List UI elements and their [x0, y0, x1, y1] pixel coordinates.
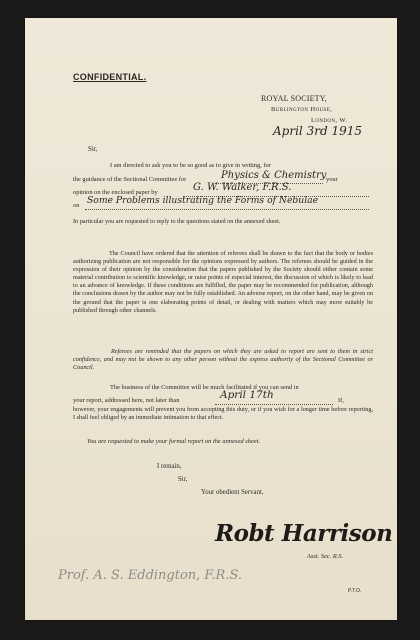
deadline-dotted-line — [215, 404, 333, 405]
report-deadline: April 17th — [220, 389, 274, 401]
questions-paragraph: In particular you are requested to reply to the questions stated on the annexed sheet. — [73, 218, 281, 225]
business-line-1: The business of the Committee will be much facilitated if you can send in — [110, 384, 299, 391]
reminder-paragraph: Referees are reminded that the papers on which they are asked to report are sent to them in strict confidence, and may not be shown to any other person without the express authority of the Sectional Committee or Council. — [73, 348, 373, 372]
formal-report-request: You are requested to make your formal report on the annexed sheet. — [87, 438, 260, 445]
closing-servant: Your obedient Servant, — [201, 489, 264, 496]
intro-line-2-end: your — [326, 176, 338, 183]
intro-line-2: the guidance of the Sectional Committee for — [73, 176, 187, 183]
intro-line-1: I am directed to ask you to be so good as to give in writing, for — [110, 162, 271, 169]
intro-line-3: opinion on the enclosed paper by — [73, 189, 158, 196]
committee-name: Physics & Chemistry — [221, 170, 327, 181]
title-dotted-line — [85, 209, 369, 210]
please-turn-over: P.T.O. — [348, 588, 362, 594]
salutation: Sir, — [88, 145, 98, 153]
closing-sir: Sir, — [178, 476, 188, 483]
society-city: London, W. — [311, 117, 348, 124]
intro-line-4: on — [73, 202, 80, 209]
letter-page — [25, 18, 397, 620]
paper-title: Some Problems illustrating the Forms of Nebulae — [87, 195, 319, 206]
recipient-name: Prof. A. S. Eddington, F.R.S. — [58, 568, 243, 583]
letter-date: April 3rd 1915 — [273, 124, 362, 138]
signatory-title: Asst. Sec. R.S. — [307, 553, 344, 560]
paper-author: G. W. Walker, F.R.S. — [193, 182, 292, 193]
business-line-2: your report, addressed here, not later than — [73, 397, 180, 404]
closing-remain: I remain, — [157, 463, 182, 470]
society-house: Burlington House, — [271, 106, 333, 113]
council-paragraph: The Council have ordered that the attention of referees shall be drawn to the fact that the body or bodies authorizing publication are not responsible for the opinions expressed by authors. The referees should be guided in the expression of their opinion by the consideration that the papers published by the Society should either contain some material contribution to scientific knowledge, or raise points of especial interest, the discussion of which is likely to lead to an advance of knowledge. If these conditions are fulfilled, the paper may be recommended for publication, although the conclusions drawn by the author may not be fully established. An adverse report, on the other hand, may be given on the ground that the paper is one elaborating points of detail, or dealing with matters which may more suitably be published through other channels. — [73, 250, 373, 314]
confidential-heading: CONFIDENTIAL. — [73, 72, 147, 82]
secretary-signature: Robt Harrison — [215, 520, 393, 547]
society-name: ROYAL SOCIETY, — [261, 94, 327, 103]
business-paragraph-rest: however, your engagements will prevent you from accepting this duty, or if you wish for a longer time before reporting, I shall feel obliged by an immediate intimation to that effect. — [73, 406, 373, 422]
business-line-2-end: If, — [338, 397, 344, 404]
